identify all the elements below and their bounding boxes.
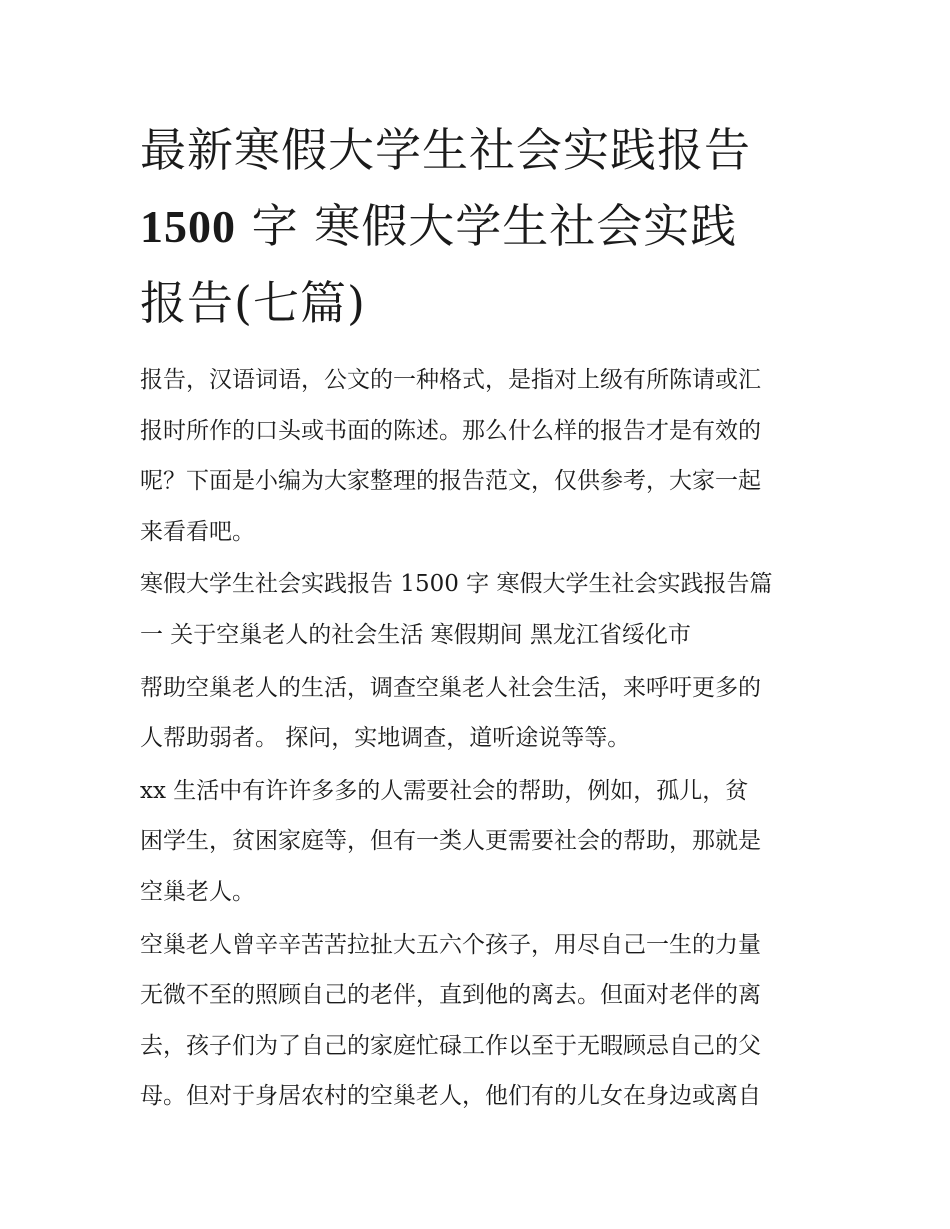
text-line: 空巢老人曾辛辛苦苦拉扯大五六个孩子，用尽自己一生的力量 (140, 931, 761, 958)
text-line: 去，孩子们为了自己的家庭忙碌工作以至于无暇顾忌自己的父 (140, 1032, 761, 1059)
text-line: 呢？下面是小编为大家整理的报告范文，仅供参考，大家一起 (140, 468, 761, 495)
text-line: 报时所作的口头或书面的陈述。那么什么样的报告才是有效的 (140, 417, 761, 444)
text-line: 寒假大学生社会实践报告 1500 字 寒假大学生社会实践报告篇 (140, 571, 773, 598)
text-line: 来看看吧。 (140, 518, 255, 545)
text-line: 一 关于空巢老人的社会生活 寒假期间 黑龙江省绥化市 (140, 621, 691, 648)
document-title (140, 112, 830, 341)
title-line-1: 最新寒假大学生社会实践报告 (140, 123, 751, 177)
text-line: 无微不至的照顾自己的老伴，直到他的离去。但面对老伴的离 (140, 982, 761, 1009)
text-line: 母。但对于身居农村的空巢老人，他们有的儿女在身边或离自 (140, 1083, 761, 1110)
paragraph-intro (140, 355, 830, 557)
paragraph-empty-nest-elderly (140, 920, 830, 1122)
paragraph-section-heading (140, 559, 830, 660)
paragraph-purpose (140, 663, 830, 764)
title-number: 1500 (140, 201, 236, 252)
text-line: 困学生，贫困家庭等，但有一类人更需要社会的帮助，那就是 (140, 828, 761, 855)
title-line-3: 报告(七篇) (140, 276, 366, 330)
text-line: xx 生活中有许许多多的人需要社会的帮助，例如，孤儿，贫 (140, 777, 749, 804)
title-line-2 (140, 188, 830, 265)
paragraph-background (140, 766, 830, 918)
text-line: 人帮助弱者。 探问，实地调查，道听途说等等。 (140, 725, 631, 752)
text-line: 帮助空巢老人的生活，调查空巢老人社会生活，来呼吁更多的 (140, 674, 761, 701)
text-line: 空巢老人。 (140, 878, 255, 905)
title-line-2-text: 字 寒假大学生社会实践 (251, 199, 738, 253)
document-page (140, 112, 830, 1124)
text-line: 报告，汉语词语，公文的一种格式，是指对上级有所陈请或汇 (140, 367, 761, 393)
